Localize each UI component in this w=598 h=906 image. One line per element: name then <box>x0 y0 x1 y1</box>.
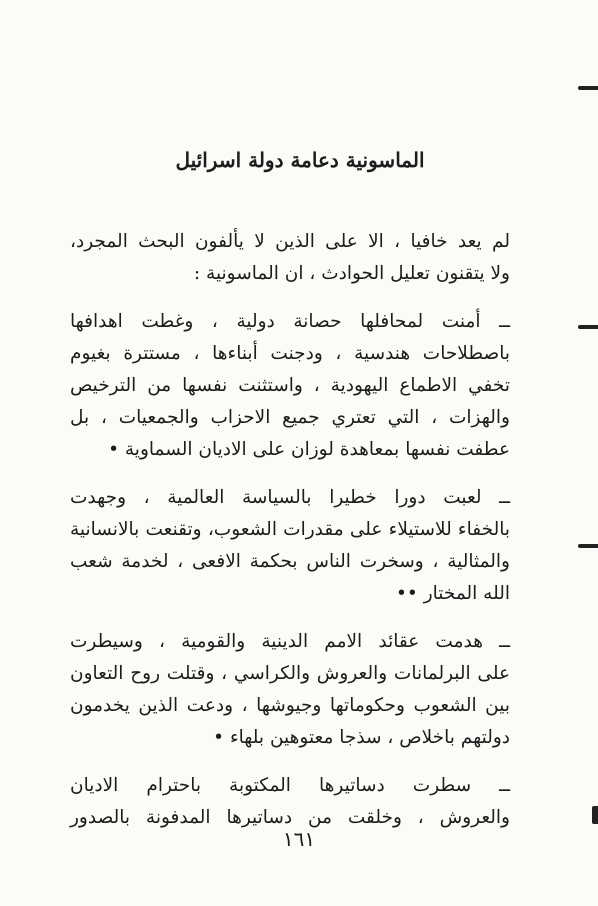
text-line: دولتهم باخلاص ، سذجا معتوهين بلهاء • <box>213 727 510 748</box>
page-edge-mark <box>578 86 598 90</box>
text-line: والعروش ، وخلقت من دساتيرها المدفونة بالصدور <box>70 807 510 828</box>
text-line: باصطلاحات هندسية ، ودجنت أبناءها ، مستترة بغيوم <box>70 343 510 364</box>
text-line: الله المختار •• <box>396 583 510 604</box>
text-line: لم يعد خافيا ، الا على الذين لا يألفون البحث المجرد، <box>70 231 510 252</box>
text-line: ــ لعبت دورا خطيرا بالسياسة العالمية ، وجهدت <box>70 487 510 508</box>
page-edge-mark <box>592 806 598 824</box>
text-line: ــ هدمت عقائد الامم الدينية والقومية ، وسيطرت <box>70 631 510 652</box>
text-line: بالخفاء للاستيلاء على مقدرات الشعوب، وتقنعت بالانسانية <box>70 519 510 540</box>
paragraph-intro <box>70 226 510 290</box>
paragraph-point-1 <box>70 306 510 466</box>
text-line: ــ أمنت لمحافلها حصانة دولية ، وغطت اهدافها <box>70 311 510 332</box>
text-line: والمثالية ، وسخرت الناس بحكمة الافعى ، لخدمة شعب <box>70 551 510 572</box>
paragraph-point-2 <box>70 482 510 610</box>
text-line: والهزات ، التي تعتري جميع الاحزاب والجمعيات ، بل <box>70 407 510 428</box>
text-line: ولا يتقنون تعليل الحوادث ، ان الماسونية : <box>193 263 510 284</box>
page-edge-mark <box>578 544 598 548</box>
page-edge-mark <box>578 325 598 329</box>
text-line: بين الشعوب وحكوماتها وجيوشها ، ودعت الذين يخدمون <box>70 695 510 716</box>
text-line: تخفي الاطماع اليهودية ، واستثنت نفسها من الترخيص <box>70 375 510 396</box>
text-line: عطفت نفسها بمعاهدة لوزان على الاديان السماوية • <box>108 439 510 460</box>
paragraph-point-3 <box>70 626 510 754</box>
text-line: على البرلمانات والعروش والكراسي ، وقتلت روح التعاون <box>70 663 510 684</box>
chapter-title: الماسونية دعامة دولة اسرائيل <box>175 148 425 172</box>
paragraph-point-4 <box>70 770 510 834</box>
body-text <box>70 226 510 834</box>
text-line: ــ سطرت دساتيرها المكتوبة باحترام الاديان <box>70 775 510 796</box>
page-number: ١٦١ <box>282 827 316 851</box>
